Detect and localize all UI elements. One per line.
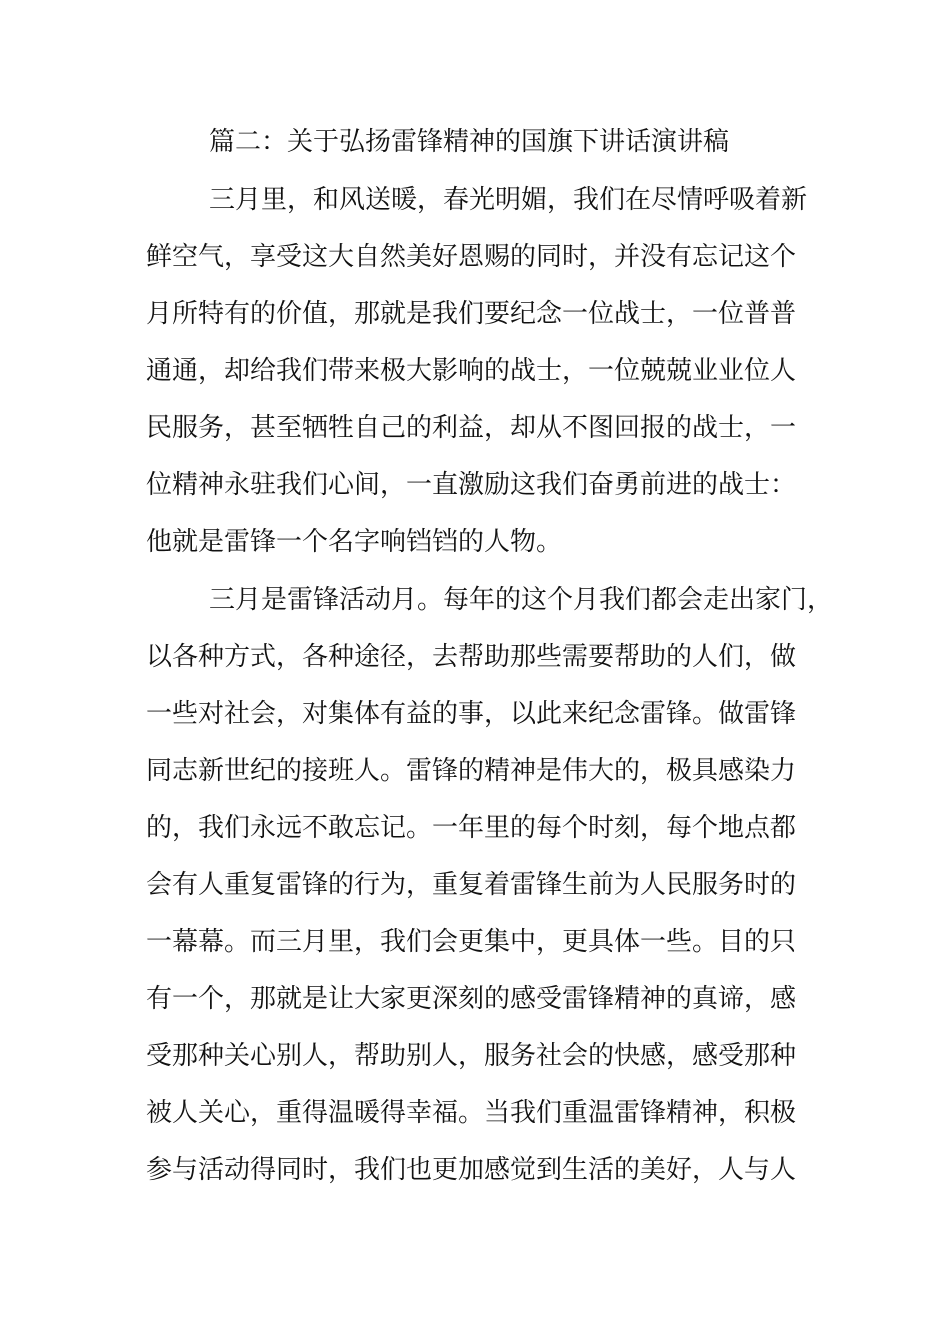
line-text: 位精神永驻我们心间，一直激励这我们奋勇前进的战士： — [146, 470, 797, 500]
line-text: 月所特有的价值，那就是我们要纪念一位战士，一位普普 — [146, 299, 797, 329]
line-text: 有一个，那就是让大家更深刻的感受雷锋精神的真谛，感 — [146, 984, 797, 1014]
line-text: 鲜空气，享受这大自然美好恩赐的同时，并没有忘记这个 — [146, 242, 797, 272]
line-text: 参与活动得同时，我们也更加感觉到生活的美好，人与人 — [146, 1155, 797, 1185]
line-text: 会有人重复雷锋的行为，重复着雷锋生前为人民服务时的 — [146, 870, 797, 900]
line-text: 三月里，和风送暖，春光明媚，我们在尽情呼吸着新 — [209, 185, 808, 215]
title-text: 篇二：关于弘扬雷锋精神的国旗下讲话演讲稿 — [209, 127, 730, 157]
line-text: 通通，却给我们带来极大影响的战士，一位兢兢业业位人 — [146, 356, 797, 386]
line-text: 一幕幕。而三月里，我们会更集中，更具体一些。目的只 — [146, 927, 797, 957]
line-text: 的，我们永远不敢忘记。一年里的每个时刻，每个地点都 — [146, 813, 797, 843]
line-text: 三月是雷锋活动月。每年的这个月我们都会走出家门， — [209, 585, 834, 615]
line-text: 被人关心，重得温暖得幸福。当我们重温雷锋精神，积极 — [146, 1098, 797, 1128]
line-text: 受那种关心别人，帮助别人，服务社会的快感，感受那种 — [146, 1041, 797, 1071]
line-text: 他就是雷锋一个名字响铛铛的人物。 — [146, 527, 563, 557]
line-text: 同志新世纪的接班人。雷锋的精神是伟大的，极具感染力 — [146, 756, 797, 786]
line-text: 以各种方式，各种途径，去帮助那些需要帮助的人们，做 — [146, 642, 797, 672]
line-text: 一些对社会，对集体有益的事，以此来纪念雷锋。做雷锋 — [146, 699, 797, 729]
line-text: 民服务，甚至牺牲自己的利益，却从不图回报的战士，一 — [146, 413, 797, 443]
